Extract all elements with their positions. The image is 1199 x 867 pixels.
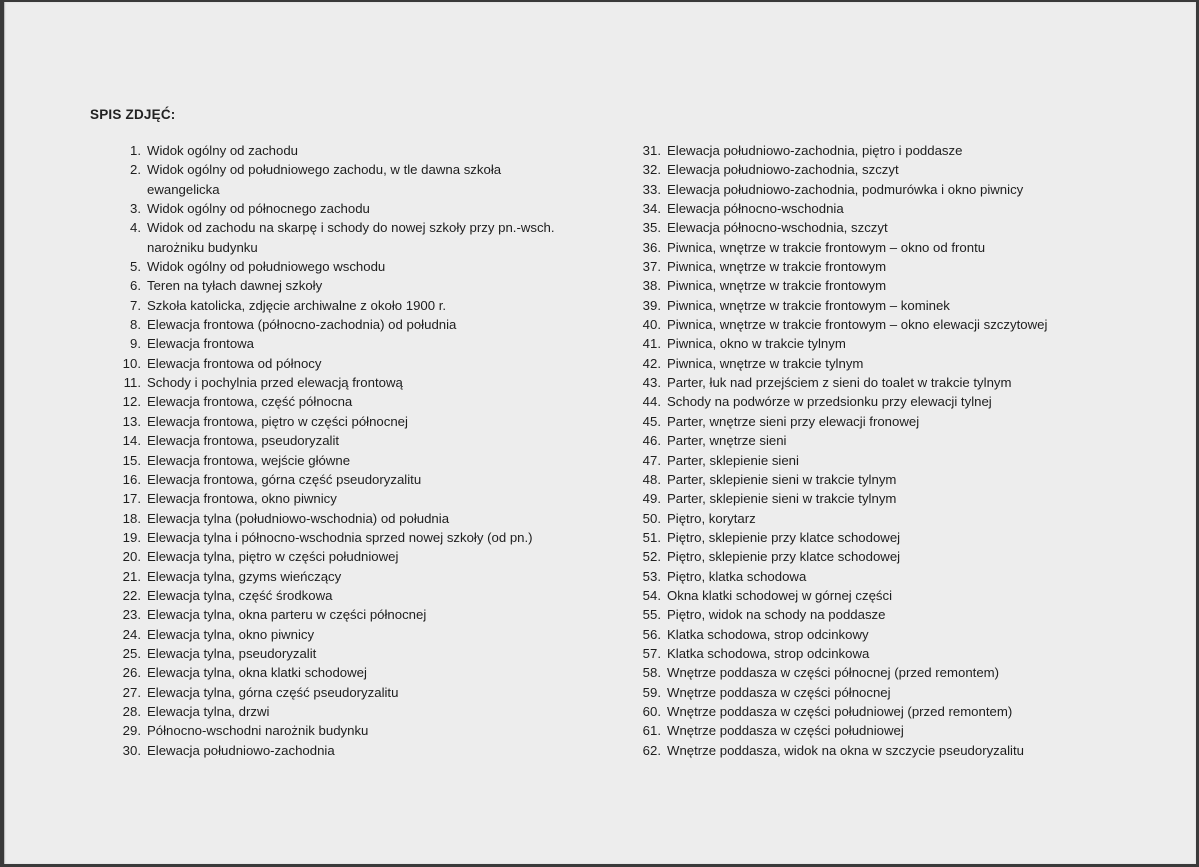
list-item xyxy=(112,489,572,508)
list-item xyxy=(112,276,572,295)
list-item xyxy=(112,547,572,566)
list-item xyxy=(635,644,1105,663)
list-item xyxy=(635,431,1105,450)
list-item-text: Elewacja frontowa xyxy=(147,336,255,352)
list-item xyxy=(635,296,1105,315)
list-item-number: 51. xyxy=(642,529,661,545)
list-item-number: 36. xyxy=(642,239,661,255)
list-item-number: 34. xyxy=(642,201,661,217)
list-item xyxy=(112,451,572,470)
list-item xyxy=(112,354,572,373)
list-item-text: Szkoła katolicka, zdjęcie archiwalne z około 1900 r. xyxy=(147,297,447,313)
list-item-text: Piwnica, okno w trakcie tylnym xyxy=(667,336,846,352)
list-item xyxy=(635,238,1105,257)
list-item xyxy=(112,605,572,624)
list-item-number: 61. xyxy=(642,723,661,739)
list-item-text: Elewacja frontowa, pseudoryzalit xyxy=(147,433,340,449)
list-item xyxy=(112,721,572,740)
list-item xyxy=(635,547,1105,566)
list-item-text: Okna klatki schodowej w górnej części xyxy=(667,587,893,603)
list-item-number: 38. xyxy=(642,278,661,294)
list-item xyxy=(635,721,1105,740)
list-item-number: 5. xyxy=(130,259,141,275)
list-item-text: Klatka schodowa, strop odcinkowa xyxy=(667,645,870,661)
list-item-text: Elewacja tylna, pseudoryzalit xyxy=(147,645,317,661)
list-item xyxy=(635,141,1105,160)
list-item xyxy=(635,741,1105,760)
list-item-text: Parter, sklepienie sieni w trakcie tylnym xyxy=(667,491,897,507)
list-item-number: 31. xyxy=(642,143,661,158)
list-item-text: Elewacja tylna, gzyms wieńczący xyxy=(147,568,342,584)
list-item-text: Elewacja tylna, okna parteru w części północnej xyxy=(147,607,427,623)
list-item-text: Piętro, sklepienie przy klatce schodowej xyxy=(667,549,901,565)
list-item-number: 47. xyxy=(642,452,661,468)
list-item-text: Elewacja frontowa, okno piwnicy xyxy=(147,491,337,507)
list-item-text: Elewacja tylna (południowo-wschodnia) od południa xyxy=(147,510,450,526)
list-item-text: Elewacja południowo-zachodnia, szczyt xyxy=(667,162,899,178)
list-item-number: 50. xyxy=(642,510,661,526)
list-item-text: Wnętrze poddasza w części południowej xyxy=(667,723,904,739)
list-item-text: Parter, sklepienie sieni w trakcie tylnym xyxy=(667,471,897,487)
list-item-text: Elewacja frontowa od północy xyxy=(147,355,322,371)
list-item-text: Wnętrze poddasza, widok na okna w szczycie pseudoryzalitu xyxy=(667,742,1024,758)
list-item xyxy=(635,663,1105,682)
list-item-number: 21. xyxy=(122,568,141,584)
photo-list-left xyxy=(112,141,572,760)
list-item xyxy=(112,625,572,644)
list-item xyxy=(635,528,1105,547)
list-item-number: 2. xyxy=(130,162,141,178)
list-item xyxy=(635,509,1105,528)
list-item-number: 13. xyxy=(122,413,141,429)
list-item-text: Elewacja tylna, drzwi xyxy=(147,703,270,719)
list-item-text: Elewacja północno-wschodnia xyxy=(667,201,844,217)
list-item-number: 27. xyxy=(122,684,141,700)
list-item xyxy=(635,218,1105,237)
list-item-text: Widok ogólny od południowego wschodu xyxy=(147,259,386,275)
list-item-text: Widok ogólny od północnego zachodu xyxy=(147,201,370,217)
list-item xyxy=(112,218,572,257)
list-item-text: Piwnica, wnętrze w trakcie frontowym – okno elewacji szczytowej xyxy=(667,317,1048,333)
list-item-number: 56. xyxy=(642,626,661,642)
list-item xyxy=(112,663,572,682)
list-item-number: 37. xyxy=(642,259,661,275)
list-item-text: Elewacja tylna, piętro w części południowej xyxy=(147,549,399,565)
list-item-text: Elewacja frontowa, część północna xyxy=(147,394,353,410)
list-item-number: 33. xyxy=(642,181,661,197)
list-item-text: Schody na podwórze w przedsionku przy elewacji tylnej xyxy=(667,394,992,410)
list-item-number: 26. xyxy=(122,665,141,681)
document-page xyxy=(4,2,1196,864)
list-item xyxy=(112,334,572,353)
list-item-number: 29. xyxy=(122,723,141,739)
list-item-text: Piętro, sklepienie przy klatce schodowej xyxy=(667,529,901,545)
list-item-number: 28. xyxy=(122,703,141,719)
list-item xyxy=(112,392,572,411)
list-item-number: 22. xyxy=(122,587,141,603)
list-item-number: 12. xyxy=(122,394,141,410)
list-item xyxy=(635,160,1105,179)
list-item-number: 52. xyxy=(642,549,661,565)
list-item-number: 59. xyxy=(642,684,661,700)
list-item-text: Parter, wnętrze sieni przy elewacji fronowej xyxy=(667,413,920,429)
list-item-number: 23. xyxy=(122,607,141,623)
list-item-text: Teren na tyłach dawnej szkoły xyxy=(147,278,323,294)
list-item-text: Elewacja południowo-zachodnia xyxy=(147,742,335,758)
page-title: SPIS ZDJĘĆ: xyxy=(90,107,176,122)
list-item-number: 48. xyxy=(642,471,661,487)
list-item xyxy=(635,451,1105,470)
list-item xyxy=(112,141,572,160)
list-item xyxy=(635,683,1105,702)
list-item-number: 43. xyxy=(642,375,661,391)
list-item-number: 17. xyxy=(122,491,141,507)
list-item-text: Piwnica, wnętrze w trakcie frontowym xyxy=(667,259,887,275)
list-item-number: 6. xyxy=(130,278,141,294)
list-item-number: 19. xyxy=(122,529,141,545)
list-item xyxy=(112,296,572,315)
list-item xyxy=(635,315,1105,334)
list-item-number: 39. xyxy=(642,297,661,313)
list-item xyxy=(112,257,572,276)
list-item-text: Elewacja frontowa, wejście główne xyxy=(147,452,351,468)
list-item-number: 55. xyxy=(642,607,661,623)
list-item-number: 20. xyxy=(122,549,141,565)
list-item-text: Widok ogólny od południowego zachodu, w tle dawna szkoła ewangelicka xyxy=(147,162,502,197)
list-item-text: Piwnica, wnętrze w trakcie frontowym – kominek xyxy=(667,297,950,313)
list-item xyxy=(112,509,572,528)
list-item-number: 58. xyxy=(642,665,661,681)
list-item-text: Piętro, widok na schody na poddasze xyxy=(667,607,886,623)
list-item-text: Elewacja frontowa, piętro w części północnej xyxy=(147,413,408,429)
list-item-number: 53. xyxy=(642,568,661,584)
list-item xyxy=(112,199,572,218)
list-item-text: Widok od zachodu na skarpę i schody do nowej szkoły przy pn.-wsch. narożniku budynku xyxy=(147,220,555,255)
list-item-text: Widok ogólny od zachodu xyxy=(147,143,299,158)
list-item-number: 9. xyxy=(130,336,141,352)
list-item-number: 42. xyxy=(642,355,661,371)
list-item-text: Piętro, korytarz xyxy=(667,510,756,526)
list-item xyxy=(635,199,1105,218)
list-item-text: Parter, łuk nad przejściem z sieni do toalet w trakcie tylnym xyxy=(667,375,1012,391)
list-item-text: Elewacja północno-wschodnia, szczyt xyxy=(667,220,888,236)
list-item-text: Północno-wschodni narożnik budynku xyxy=(147,723,369,739)
list-item-text: Schody i pochylnia przed elewacją frontową xyxy=(147,375,403,391)
list-item xyxy=(112,644,572,663)
list-item-number: 32. xyxy=(642,162,661,178)
list-item xyxy=(635,567,1105,586)
list-item-text: Piwnica, wnętrze w trakcie tylnym xyxy=(667,355,864,371)
list-item-number: 1. xyxy=(130,143,141,158)
list-item-number: 30. xyxy=(122,742,141,758)
list-item xyxy=(112,431,572,450)
list-item-number: 3. xyxy=(130,201,141,217)
list-item-text: Parter, wnętrze sieni xyxy=(667,433,787,449)
list-item-text: Wnętrze poddasza w części południowej (przed remontem) xyxy=(667,703,1013,719)
list-item-text: Wnętrze poddasza w części północnej (przed remontem) xyxy=(667,665,1000,681)
list-item xyxy=(635,412,1105,431)
list-item-text: Piętro, klatka schodowa xyxy=(667,568,807,584)
list-item-number: 11. xyxy=(123,375,141,391)
list-item-number: 4. xyxy=(130,220,141,236)
list-item xyxy=(635,702,1105,721)
list-item xyxy=(635,605,1105,624)
list-item xyxy=(635,470,1105,489)
list-item-number: 60. xyxy=(642,703,661,719)
list-item xyxy=(112,586,572,605)
list-item-number: 16. xyxy=(122,471,141,487)
list-item-text: Elewacja tylna, okna klatki schodowej xyxy=(147,665,367,681)
list-item-number: 15. xyxy=(122,452,141,468)
list-item xyxy=(635,354,1105,373)
list-item xyxy=(635,392,1105,411)
list-item-text: Klatka schodowa, strop odcinkowy xyxy=(667,626,869,642)
list-item xyxy=(635,586,1105,605)
list-item-text: Elewacja południowo-zachodnia, podmurówka i okno piwnicy xyxy=(667,181,1024,197)
list-item-number: 25. xyxy=(122,645,141,661)
list-item-number: 45. xyxy=(642,413,661,429)
list-item xyxy=(112,470,572,489)
list-item xyxy=(112,373,572,392)
list-item xyxy=(112,528,572,547)
list-item-text: Parter, sklepienie sieni xyxy=(667,452,799,468)
list-item-number: 46. xyxy=(642,433,661,449)
list-item-number: 8. xyxy=(130,317,141,333)
list-item xyxy=(112,702,572,721)
list-item-number: 44. xyxy=(642,394,661,410)
list-item-number: 14. xyxy=(122,433,141,449)
list-item-text: Elewacja tylna, okno piwnicy xyxy=(147,626,315,642)
list-item-number: 54. xyxy=(642,587,661,603)
list-item xyxy=(112,160,572,199)
list-item-number: 57. xyxy=(642,645,661,661)
list-item xyxy=(112,567,572,586)
list-item xyxy=(112,315,572,334)
list-item-text: Piwnica, wnętrze w trakcie frontowym xyxy=(667,278,887,294)
list-item xyxy=(112,412,572,431)
list-item-text: Elewacja frontowa, górna część pseudoryzalitu xyxy=(147,471,422,487)
list-item xyxy=(635,180,1105,199)
list-item-text: Piwnica, wnętrze w trakcie frontowym – okno od frontu xyxy=(667,239,986,255)
list-item-number: 35. xyxy=(642,220,661,236)
list-item-text: Wnętrze poddasza w części północnej xyxy=(667,684,891,700)
list-item-number: 18. xyxy=(122,510,141,526)
list-item xyxy=(112,741,572,760)
list-item-number: 24. xyxy=(122,626,141,642)
list-item xyxy=(635,373,1105,392)
list-item-text: Elewacja frontowa (północno-zachodnia) od południa xyxy=(147,317,457,333)
list-item-text: Elewacja tylna, górna część pseudoryzalitu xyxy=(147,684,399,700)
list-item xyxy=(635,334,1105,353)
list-item xyxy=(635,257,1105,276)
list-item-number: 41. xyxy=(642,336,661,352)
list-item-number: 40. xyxy=(642,317,661,333)
list-item-number: 49. xyxy=(642,491,661,507)
list-item-number: 7. xyxy=(130,297,141,313)
list-item xyxy=(635,276,1105,295)
list-item-text: Elewacja tylna i północno-wschodnia sprzed nowej szkoły (od pn.) xyxy=(147,529,533,545)
list-item xyxy=(635,625,1105,644)
list-item xyxy=(112,683,572,702)
list-item-number: 10. xyxy=(122,355,141,371)
list-item-number: 62. xyxy=(642,742,661,758)
list-item-text: Elewacja tylna, część środkowa xyxy=(147,587,333,603)
list-item-text: Elewacja południowo-zachodnia, piętro i poddasze xyxy=(667,143,963,158)
list-item xyxy=(635,489,1105,508)
photo-list-right xyxy=(635,141,1105,760)
